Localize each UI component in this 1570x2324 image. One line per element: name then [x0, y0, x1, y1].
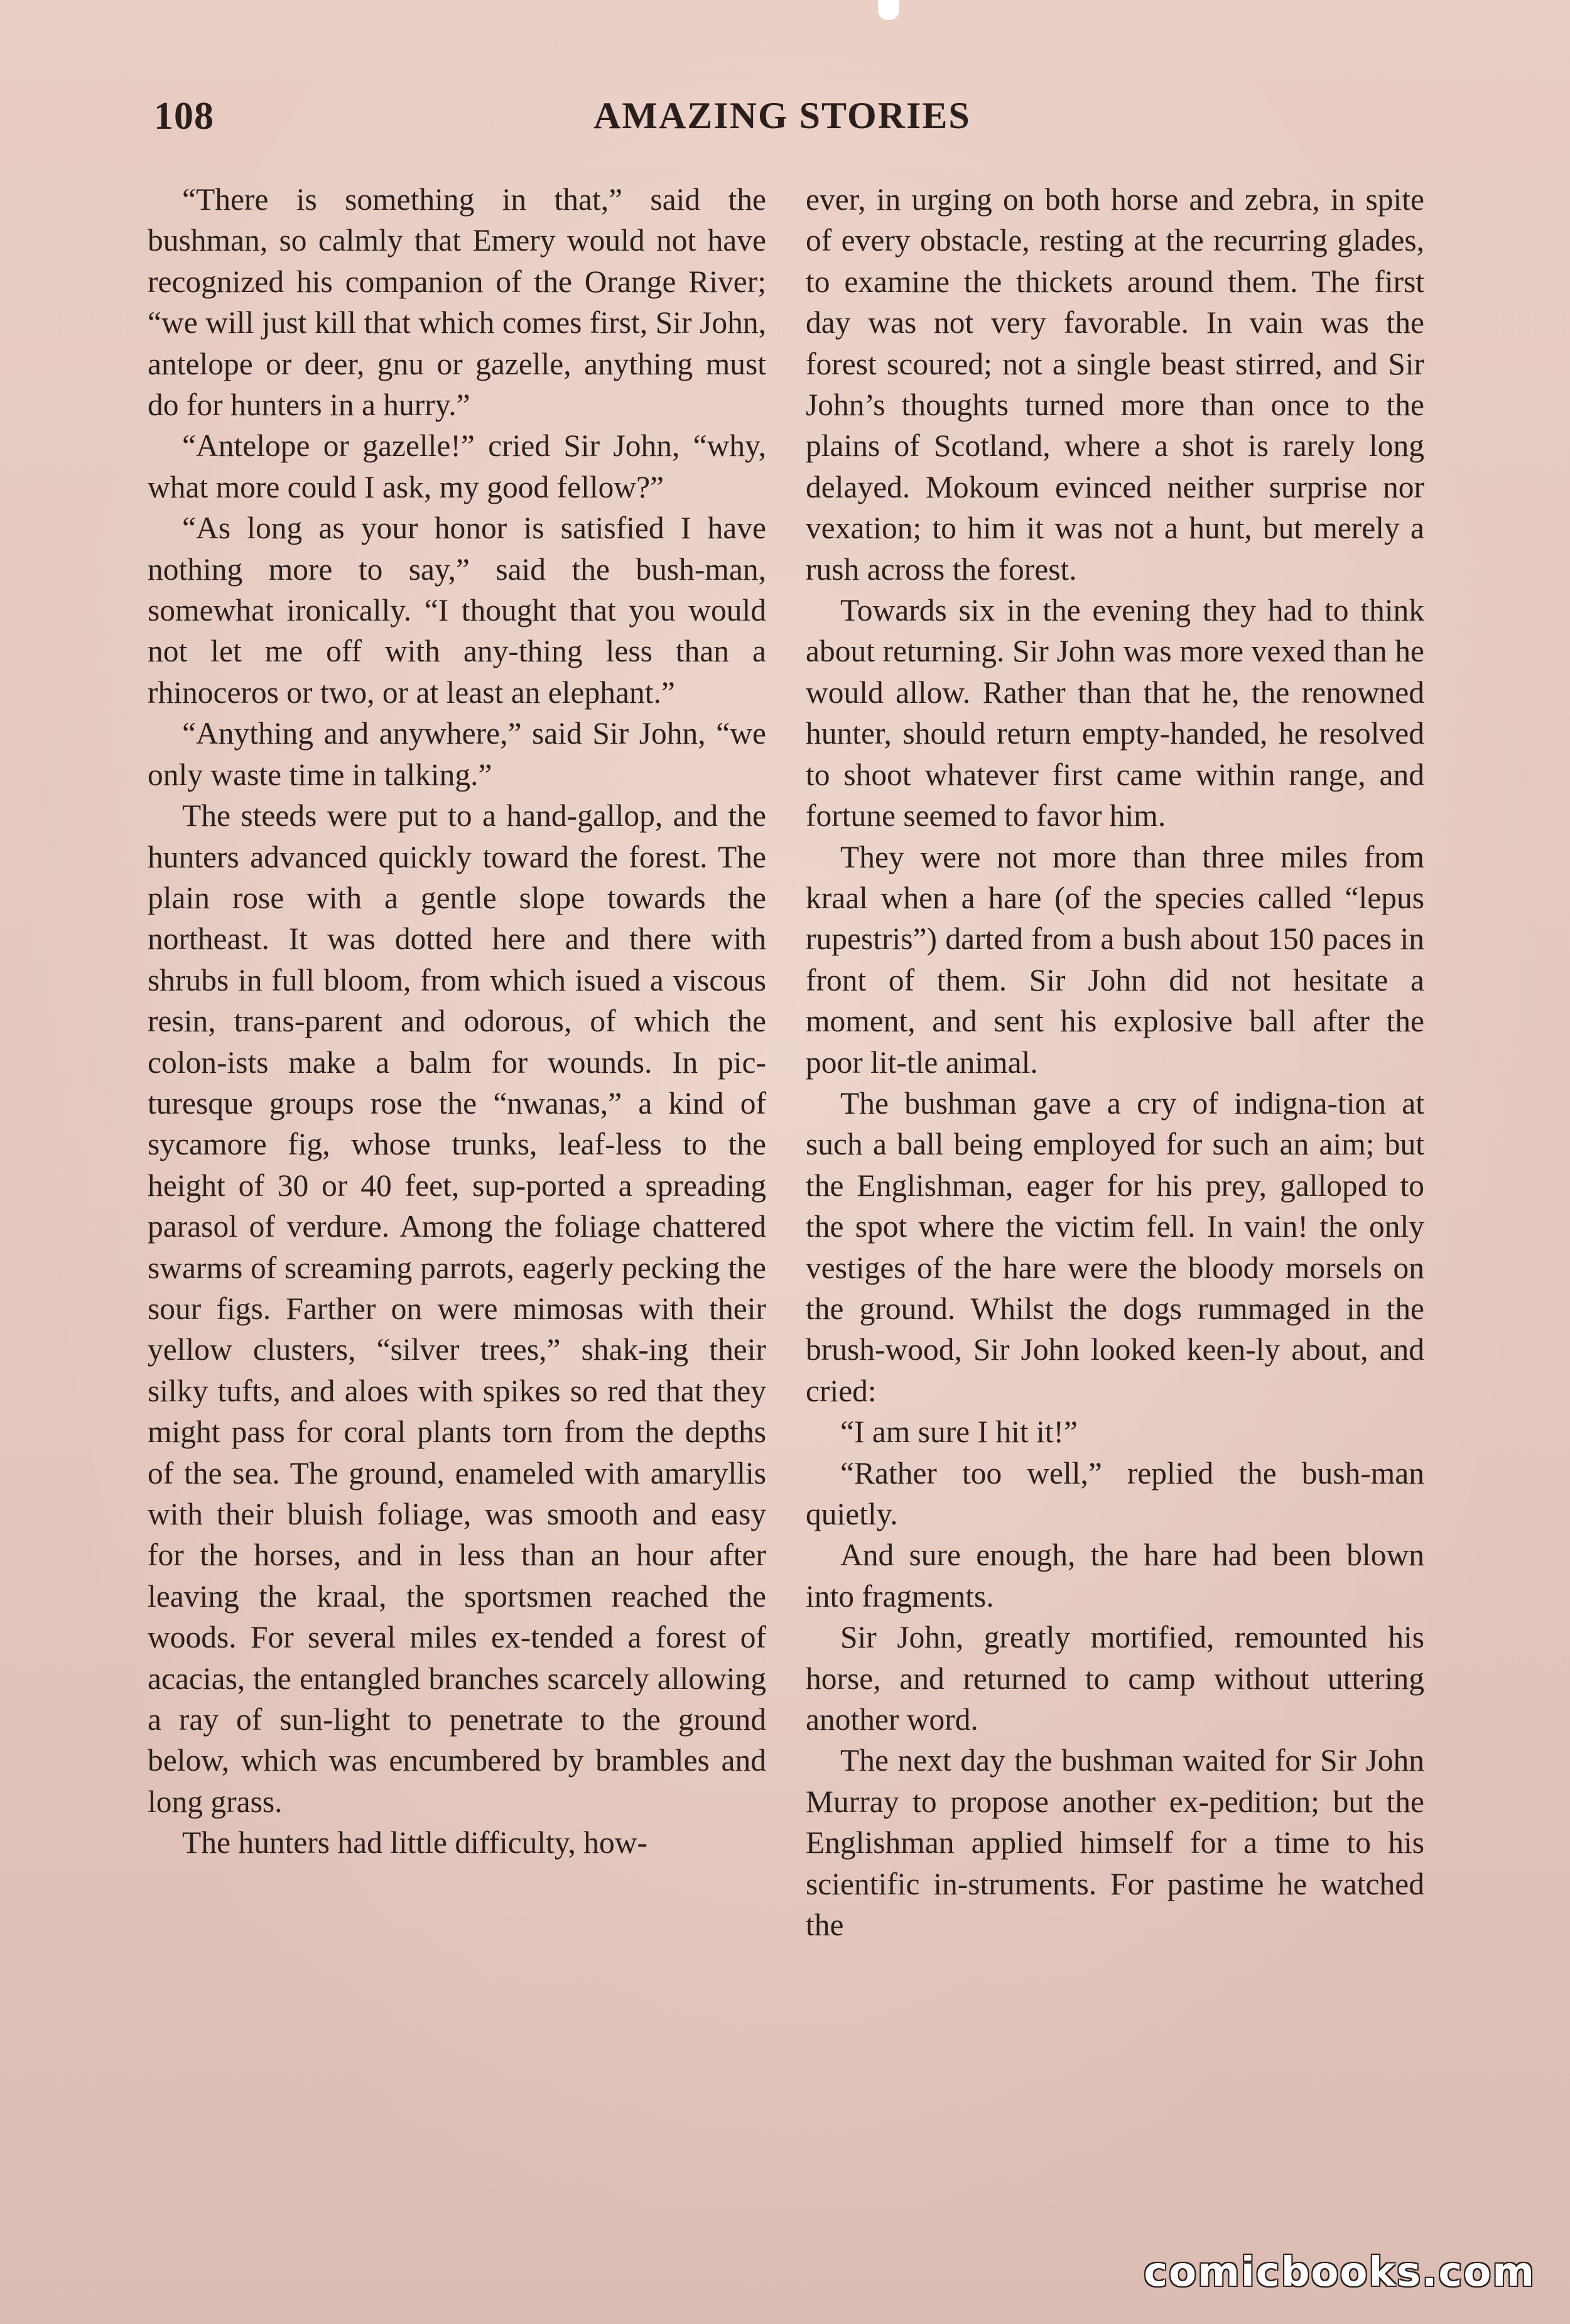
- paragraph: Sir John, greatly mortified, remounted his horse, and returned to camp without uttering another word.: [806, 1620, 1424, 1737]
- paragraph: “Rather too well,” replied the bush-man quietly.: [806, 1455, 1424, 1531]
- left-column: [148, 179, 766, 1864]
- paragraph: They were not more than three miles from kraal when a hare (of the species called “lepus rupestris”) darted from a bush about 150 paces in front of them. Sir John did not hesitate a moment, and sent his explosive ball after the poor lit-tle animal.: [806, 839, 1424, 1080]
- paragraph: Towards six in the evening they had to think about returning. Sir John was more vexed than he would allow. Rather than that he, the renowned hunter, should return empty-handed, he resolved to shoot whatever first came within range, and fortune seemed to favor him.: [806, 593, 1424, 833]
- paragraph: The next day the bushman waited for Sir John Murray to propose another ex-pedition; but the Englishman applied himself for a time to his scientific in-struments. For pastime he watched the: [806, 1743, 1424, 1943]
- paragraph: ever, in urging on both horse and zebra, in spite of every obstacle, resting at the recurring glades, to examine the thickets around them. The first day was not very favorable. In vain was the forest scoured; not a single beast stirred, and Sir John’s thoughts turned more than once to the plains of Scotland, where a shot is rarely long delayed. Mokoum evinced neither surprise nor vexation; to him it was not a hunt, but merely a rush across the forest.: [806, 182, 1424, 587]
- paragraph: “Anything and anywhere,” said Sir John, “we only waste time in talking.”: [148, 716, 766, 792]
- paragraph: “There is something in that,” said the bushman, so calmly that Emery would not have recognized his companion of the Orange River; “we will just kill that which comes first, Sir John, antelope or deer, gnu or gazelle, anything must do for hunters in a hurry.”: [148, 182, 766, 423]
- site-watermark: comicbooks.com: [1144, 2249, 1535, 2296]
- paragraph: “I am sure I hit it!”: [840, 1414, 1078, 1450]
- right-column: [806, 179, 1424, 1945]
- running-head: AMAZING STORIES: [593, 95, 971, 136]
- page-number: 108: [154, 95, 214, 138]
- paragraph: The bushman gave a cry of indigna-tion at such a ball being employed for such an aim; but the Englishman, eager for his prey, galloped to the spot where the victim fell. In vain! the only vestiges of the hare were the bloody morsels on the ground. Whilst the dogs rummaged in the brush-wood, Sir John looked keen-ly about, and cried:: [806, 1085, 1424, 1408]
- paragraph: And sure enough, the hare had been blown into fragments.: [806, 1538, 1424, 1614]
- page-notch: [878, 0, 899, 20]
- page-header: [154, 94, 1422, 151]
- paragraph: The hunters had little difficulty, how-: [182, 1825, 647, 1860]
- paragraph: “As long as your honor is satisfied I have nothing more to say,” said the bush-man, somewhat ironically. “I thought that you would not let me off with any-thing less than a rhinoceros or two, or at least an elephant.”: [148, 511, 766, 710]
- paragraph: “Antelope or gazelle!” cried Sir John, “why, what more could I ask, my good fellow?”: [148, 428, 766, 504]
- paragraph: The steeds were put to a hand-gallop, and the hunters advanced quickly toward the forest. The plain rose with a gentle slope towards the northeast. It was dotted here and there with shrubs in full bloom, from which isued a viscous resin, trans-parent and odorous, of which the colon-ists make a balm for wounds. In pic-turesque groups rose the “nwanas,” a kind of sycamore fig, whose trunks, leaf-less to the height of 30 or 40 feet, sup-ported a spreading parasol of verdure. Among the foliage chattered swarms of screaming parrots, eagerly pecking the sour figs. Farther on were mimosas with their yellow clusters, “silver trees,” shak-ing their silky tufts, and aloes with spikes so red that they might pass for coral plants torn from the depths of the sea. The ground, enameled with amaryllis with their bluish foliage, was smooth and easy for the horses, and in less than an hour after leaving the kraal, the sportsmen reached the woods. For several miles ex-tended a forest of acacias, the entangled branches scarcely allowing a ray of sun-light to penetrate to the ground below, which was encumbered by brambles and long grass.: [148, 798, 766, 1819]
